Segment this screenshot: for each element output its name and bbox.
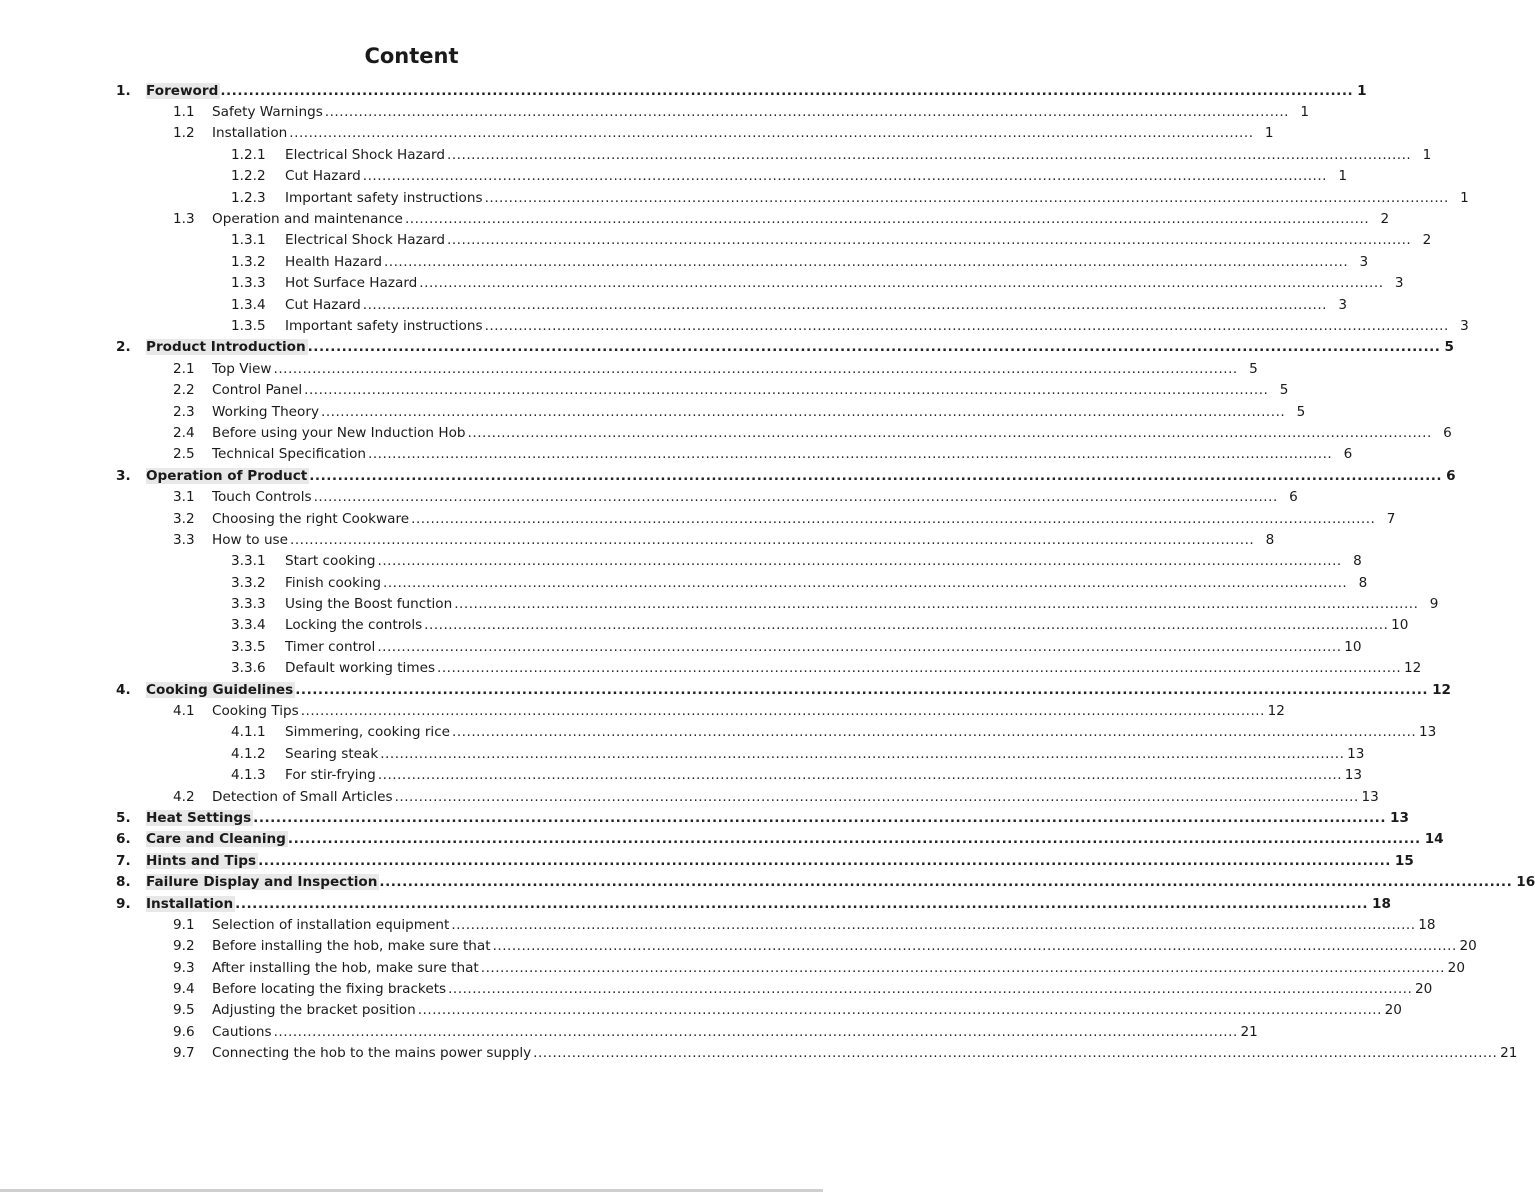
toc-entry-page: 16 [1516,874,1535,891]
toc-entry-number: 7. [116,852,131,869]
toc-entry[interactable] [0,465,1456,486]
toc-dot-leader: ........................................................................................................................................................................................................ [321,403,1286,420]
toc-entry-number: 4. [116,681,131,698]
toc-entry[interactable] [0,251,1369,272]
toc-entry-title: Selection of installation equipment [212,916,450,933]
toc-dot-leader: ........................................................................................................................................................................................................ [484,189,1449,206]
toc-entry[interactable] [0,551,1362,572]
toc-entry-number: 4.1.3 [231,767,266,784]
toc-entry[interactable] [0,978,1433,999]
toc-dot-leader: ........................................................................................................................................................................................................ [437,660,1402,677]
toc-entry-title: Hints and Tips [146,852,257,869]
toc-entry[interactable] [0,829,1444,850]
toc-entry[interactable] [0,936,1477,957]
toc-dot-leader: ........................................................................................................................................................................................................ [383,253,1349,270]
toc-entry-number: 4.1 [173,703,195,720]
toc-dot-leader: ........................................................................................................................................................................................................ [417,1002,1382,1019]
toc-dot-leader: ........................................................................................................................................................................................................ [383,574,1348,591]
toc-entry-number: 1. [116,82,131,99]
toc-entry-page: 8 [1265,531,1275,548]
toc-entry-number: 1.2.2 [231,168,266,185]
toc-entry-title: Foreword [146,82,219,99]
toc-entry-title: Health Hazard [285,253,382,270]
toc-entry-number: 9.5 [173,1002,195,1019]
toc-entry-page: 8 [1353,553,1362,570]
toc-entry-page: 3 [1460,317,1469,334]
toc-entry-page: 1 [1338,168,1347,185]
toc-entry-number: 4.1.2 [231,745,266,762]
toc-entry-page: 6 [1446,467,1456,484]
toc-dot-leader: ........................................................................................................................................................................................................ [452,724,1417,741]
toc-dot-leader: ........................................................................................................................................................................................................ [304,382,1269,399]
toc-dot-leader: ........................................................................................................................................................................................................ [379,874,1513,891]
toc-entry-page: 20 [1459,938,1477,955]
toc-entry-number: 5. [116,809,131,826]
toc-entry-title: Start cooking [285,553,376,570]
toc-entry[interactable] [0,893,1391,914]
toc-entry-page: 20 [1384,1002,1402,1019]
toc-entry-title: Adjusting the bracket position [212,1002,416,1019]
toc-entry[interactable] [0,444,1353,465]
toc-dot-leader: ........................................................................................................................................................................................................ [411,510,1376,527]
toc-entry-page: 21 [1500,1045,1518,1062]
toc-entry-title: Locking the controls [285,617,423,634]
toc-entry-number: 6. [116,831,131,848]
toc-entry[interactable] [0,315,1469,336]
toc-dot-leader: ........................................................................................................................................................................................................ [377,638,1342,655]
toc-entry-title: How to use [212,531,289,548]
toc-entry-title: Cooking Guidelines [146,681,294,698]
toc-entry[interactable] [0,337,1454,358]
toc-entry[interactable] [0,914,1436,935]
toc-dot-leader: ........................................................................................................................................................................................................ [289,125,1254,142]
toc-entry-title: For stir-frying [285,767,376,784]
toc-entry-number: 1.3.1 [231,232,266,249]
toc-entry-title: Control Panel [212,382,303,399]
toc-dot-leader: ........................................................................................................................................................................................................ [368,446,1333,463]
toc-entry-page: 1 [1300,104,1309,121]
toc-entry-number: 9.3 [173,959,195,976]
toc-entry-number: 4.1.1 [231,724,266,741]
toc-dot-leader: ........................................................................................................................................................................................................ [447,232,1412,249]
toc-entry[interactable] [0,1043,1518,1064]
toc-entry-number: 1.1 [173,104,195,121]
toc-entry-number: 2.5 [173,446,195,463]
toc-entry-page: 10 [1391,617,1409,634]
toc-entry-number: 8. [116,874,131,891]
toc-entry-page: 18 [1418,916,1436,933]
toc-entry-page: 20 [1415,981,1433,998]
toc-entry-title: Operation of Product [146,467,308,484]
toc-entry-page: 3 [1359,253,1369,270]
toc-entry[interactable] [0,765,1363,786]
toc-entry-title: Important safety instructions [285,189,483,206]
toc-dot-leader: ........................................................................................................................................................................................................ [362,168,1327,185]
toc-dot-leader: ........................................................................................................................................................................................................ [377,553,1342,570]
toc-dot-leader: ........................................................................................................................................................................................................ [380,745,1345,762]
toc-entry-number: 2. [116,339,131,356]
toc-entry-number: 3.3.1 [231,553,266,570]
toc-entry[interactable] [0,807,1409,828]
toc-entry-title: Heat Settings [146,809,252,826]
toc-entry-page: 13 [1418,724,1437,741]
toc-entry-number: 3.3.2 [231,574,266,591]
toc-entry-number: 1.3.4 [231,296,266,313]
toc-entry[interactable] [0,273,1404,294]
toc-entry[interactable] [0,957,1465,978]
toc-entry-title: Cut Hazard [285,296,361,313]
toc-entry-title: Operation and maintenance [212,211,403,228]
toc-dot-leader: ........................................................................................................................................................................................................ [419,275,1384,292]
toc-entry-number: 3.3 [173,531,195,548]
toc-dot-leader: ........................................................................................................................................................................................................ [467,424,1432,441]
toc-entry-page: 8 [1358,574,1368,591]
toc-entry-title: Failure Display and Inspection [146,874,378,891]
toc-entry[interactable] [0,786,1379,807]
toc-entry-title: Hot Surface Hazard [285,275,418,292]
toc-entry-title: Product Introduction [146,339,306,356]
toc-entry-title: Simmering, cooking rice [285,724,451,741]
toc-entry-title: Electrical Shock Hazard [285,146,446,163]
toc-entry-page: 14 [1424,831,1444,848]
toc-entry-page: 13 [1347,745,1365,762]
toc-entry[interactable] [0,722,1437,743]
toc-dot-leader: ........................................................................................................................................................................................................ [324,104,1289,121]
toc-entry-page: 20 [1447,959,1465,976]
toc-entry-number: 9.4 [173,981,195,998]
toc-dot-leader: ........................................................................................................................................................................................................ [424,617,1389,634]
toc-entry-page: 13 [1344,767,1363,784]
toc-entry-title: Before using your New Induction Hob [212,424,466,441]
toc-entry-title: Cautions [212,1023,272,1040]
toc-entry-number: 1.3.2 [231,253,266,270]
toc-entry[interactable] [0,187,1469,208]
toc-entry-title: Choosing the right Cookware [212,510,410,527]
toc-entry[interactable] [0,144,1432,165]
toc-entry-title: Cooking Tips [212,703,299,720]
toc-entry-title: Before installing the hob, make sure that [212,938,491,955]
toc-entry-number: 1.2.3 [231,189,266,206]
toc-entry-number: 1.2 [173,125,195,142]
toc-entry-title: Using the Boost function [285,596,453,613]
toc-entry[interactable] [0,422,1452,443]
toc-dot-leader: ........................................................................................................................................................................................................ [220,82,1354,99]
toc-entry-number: 3.3.4 [231,617,266,634]
toc-entry[interactable] [0,743,1365,764]
toc-entry-page: 9 [1429,596,1439,613]
toc-entry-number: 9. [116,895,131,912]
toc-entry-page: 6 [1443,424,1452,441]
toc-dot-leader: ........................................................................................................................................................................................................ [533,1045,1498,1062]
toc-entry-page: 21 [1240,1023,1258,1040]
toc-entry-title: Installation [146,895,234,912]
toc-entry-number: 3.3.6 [231,660,266,677]
toc-dot-leader: ........................................................................................................................................................................................................ [273,360,1238,377]
toc-dot-leader: ........................................................................................................................................................................................................ [484,317,1449,334]
toc-entry-number: 1.3.5 [231,317,266,334]
toc-entry-title: Detection of Small Articles [212,788,393,805]
toc-dot-leader: ........................................................................................................................................................................................................ [295,681,1429,698]
toc-entry-page: 5 [1279,382,1289,399]
toc-dot-leader: ........................................................................................................................................................................................................ [362,296,1327,313]
toc-dot-leader: ........................................................................................................................................................................................................ [235,895,1368,912]
toc-entry[interactable] [0,1021,1258,1042]
toc-entry[interactable] [0,379,1289,400]
toc-dot-leader: ........................................................................................................................................................................................................ [258,852,1391,869]
toc-entry-page: 1 [1422,146,1432,163]
toc-entry[interactable] [0,636,1362,657]
toc-entry-page: 5 [1249,360,1258,377]
toc-entry-page: 2 [1380,211,1390,228]
toc-entry-page: 12 [1432,681,1451,698]
toc-entry[interactable] [0,529,1275,550]
toc-entry-page: 5 [1296,403,1306,420]
toc-entry-title: Electrical Shock Hazard [285,232,446,249]
toc-dot-leader: ........................................................................................................................................................................................................ [451,916,1416,933]
toc-entry-page: 1 [1264,125,1274,142]
toc-entry-number: 2.1 [173,360,195,377]
toc-entry-page: 1 [1357,82,1367,99]
toc-entry-title: Connecting the hob to the mains power supply [212,1045,532,1062]
toc-entry-number: 4.2 [173,788,195,805]
toc-entry-number: 1.3.3 [231,275,266,292]
toc-dot-leader: ........................................................................................................................................................................................................ [448,981,1413,998]
toc-dot-leader: ........................................................................................................................................................................................................ [287,831,1421,848]
toc-entry-number: 2.4 [173,424,195,441]
toc-dot-leader: ........................................................................................................................................................................................................ [447,146,1412,163]
toc-dot-leader: ........................................................................................................................................................................................................ [313,489,1278,506]
toc-entry[interactable] [0,358,1258,379]
toc-entry-page: 15 [1394,852,1414,869]
toc-entry-number: 3.3.5 [231,638,266,655]
toc-entry-number: 3.1 [173,489,195,506]
toc-entry-title: Timer control [285,638,376,655]
toc-entry-title: Touch Controls [212,489,312,506]
toc-entry-title: Finish cooking [285,574,382,591]
toc-entry-page: 6 [1343,446,1353,463]
toc-entry-page: 3 [1338,296,1347,313]
toc-entry-page: 1 [1460,189,1469,206]
toc-entry-title: Before locating the fixing brackets [212,981,447,998]
toc-entry-number: 1.2.1 [231,146,266,163]
toc-entry-title: Important safety instructions [285,317,483,334]
toc-dot-leader: ........................................................................................................................................................................................................ [480,959,1445,976]
toc-entry-number: 3.2 [173,510,195,527]
toc-entry-number: 3.3.3 [231,596,266,613]
toc-entry-number: 9.7 [173,1045,195,1062]
toc-dot-leader: ........................................................................................................................................................................................................ [404,211,1370,228]
toc-entry[interactable] [0,166,1347,187]
toc-entry-page: 2 [1422,232,1432,249]
toc-dot-leader: ........................................................................................................................................................................................................ [394,788,1359,805]
toc-entry[interactable] [0,208,1390,229]
toc-entry[interactable] [0,80,1367,101]
toc-entry-title: Safety Warnings [212,104,323,121]
toc-entry-page: 12 [1267,703,1285,720]
toc-entry-title: Installation [212,125,288,142]
toc-dot-leader: ........................................................................................................................................................................................................ [377,767,1343,784]
toc-entry-page: 3 [1394,275,1404,292]
toc-entry[interactable] [0,101,1309,122]
toc-entry[interactable] [0,508,1396,529]
toc-entry-title: Top View [212,360,272,377]
toc-entry-number: 2.2 [173,382,195,399]
toc-dot-leader: ........................................................................................................................................................................................................ [307,339,1441,356]
toc-entry[interactable] [0,615,1409,636]
toc-entry[interactable] [0,700,1285,721]
toc-entry-title: Working Theory [212,403,319,420]
toc-entry-number: 1.3 [173,211,195,228]
page-title: Content [364,44,459,68]
toc-entry-page: 13 [1361,788,1379,805]
toc-dot-leader: ........................................................................................................................................................................................................ [300,703,1265,720]
toc-entry[interactable] [0,679,1451,700]
toc-entry-number: 9.6 [173,1023,195,1040]
toc-entry[interactable] [0,294,1347,315]
toc-entry-page: 5 [1444,339,1454,356]
toc-entry[interactable] [0,1000,1402,1021]
toc-entry-number: 9.1 [173,916,195,933]
toc-entry[interactable] [0,871,1535,892]
toc-entry-page: 10 [1344,638,1362,655]
toc-entry-title: Searing steak [285,745,379,762]
toc-entry[interactable] [0,123,1274,144]
toc-dot-leader: ........................................................................................................................................................................................................ [273,1023,1238,1040]
toc-entry[interactable] [0,486,1298,507]
toc-entry-page: 12 [1403,660,1422,677]
toc-entry-title: After installing the hob, make sure that [212,959,479,976]
toc-entry-title: Technical Specification [212,446,367,463]
toc-entry-page: 13 [1389,809,1409,826]
toc-entry-page: 6 [1289,489,1298,506]
toc-entry[interactable] [0,230,1432,251]
toc-entry-page: 7 [1386,510,1396,527]
toc-entry[interactable] [0,572,1368,593]
toc-entry-title: Care and Cleaning [146,831,286,848]
toc-entry[interactable] [0,593,1439,614]
toc-dot-leader: ........................................................................................................................................................................................................ [290,531,1255,548]
toc-entry-number: 3. [116,467,131,484]
toc-entry-page: 18 [1371,895,1391,912]
toc-dot-leader: ........................................................................................................................................................................................................ [309,467,1443,484]
toc-entry[interactable] [0,401,1306,422]
toc-entry[interactable] [0,850,1414,871]
toc-entry-number: 2.3 [173,403,195,420]
toc-entry-title: Default working times [285,660,436,677]
toc-entry[interactable] [0,658,1422,679]
toc-dot-leader: ........................................................................................................................................................................................................ [253,809,1386,826]
toc-entry-title: Cut Hazard [285,168,361,185]
toc-entry-number: 9.2 [173,938,195,955]
toc-dot-leader: ........................................................................................................................................................................................................ [492,938,1457,955]
toc-dot-leader: ........................................................................................................................................................................................................ [454,596,1419,613]
table-of-contents [0,80,1535,1064]
